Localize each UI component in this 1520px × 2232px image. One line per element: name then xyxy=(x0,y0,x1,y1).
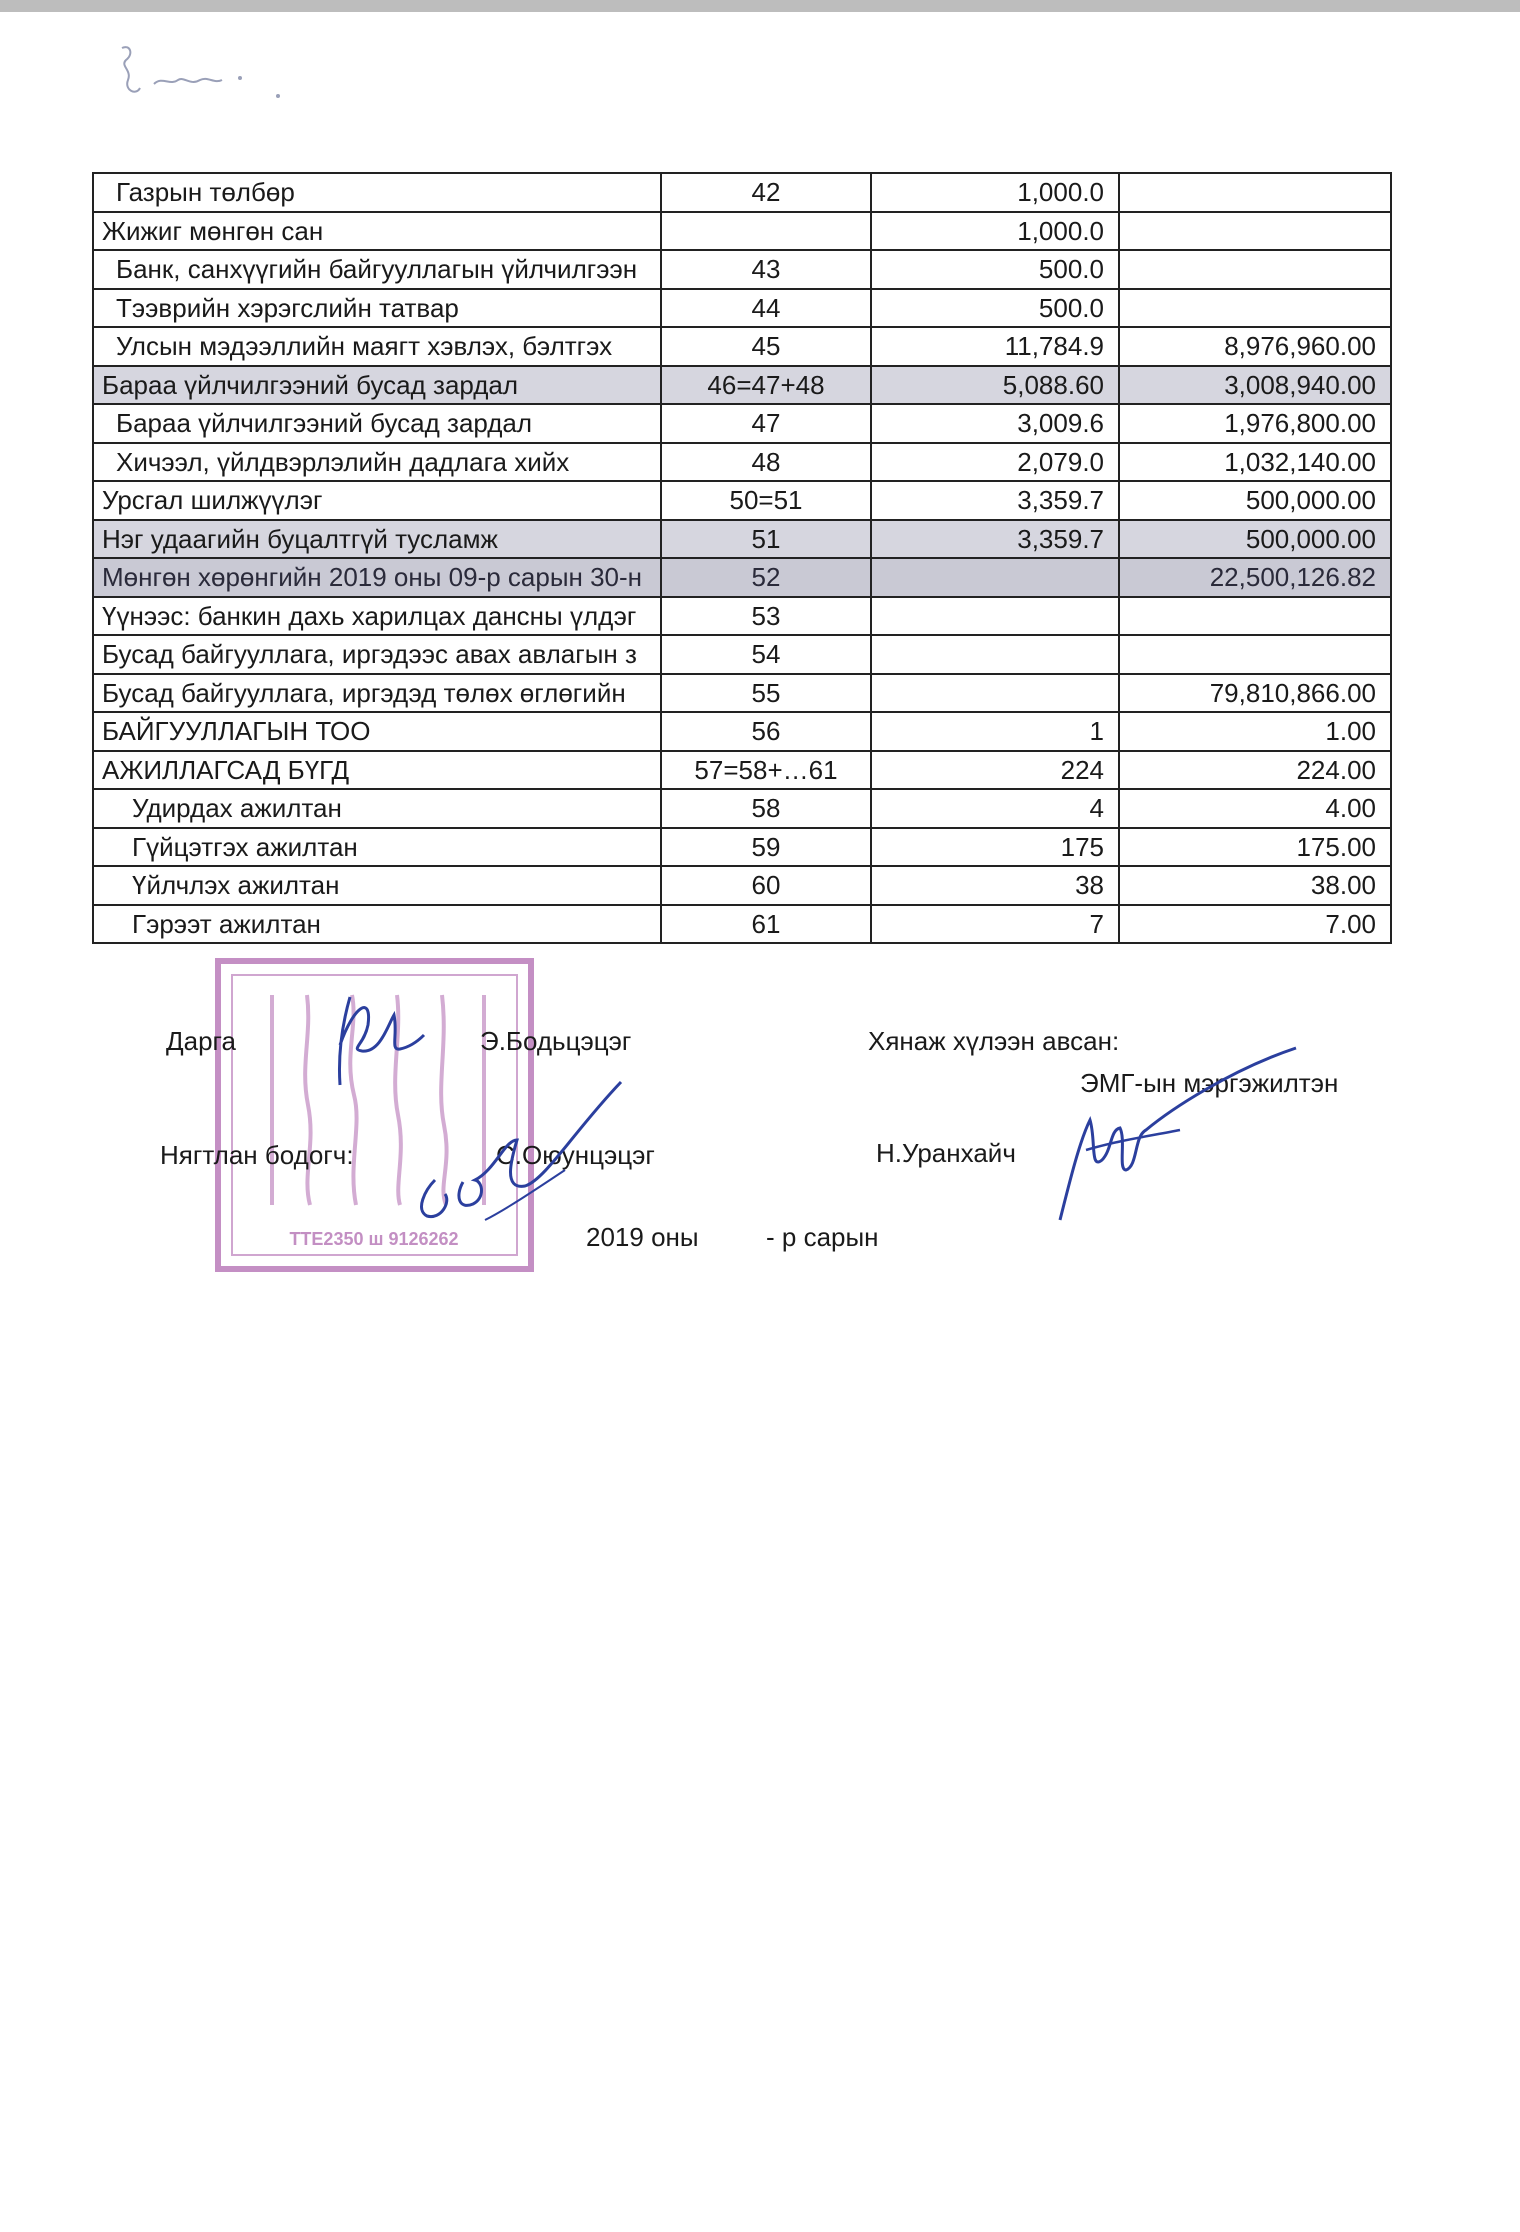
table-row xyxy=(93,674,1391,713)
row-value-2-cell: 7.00 xyxy=(1119,905,1391,944)
table-row xyxy=(93,443,1391,482)
table-row xyxy=(93,173,1391,212)
row-value-1-cell: 1,000.0 xyxy=(871,173,1119,212)
table-row xyxy=(93,327,1391,366)
accountant-name: С.Оюунцэцэг xyxy=(496,1140,655,1170)
row-name-cell: Нэг удаагийн буцалтгүй тусламж xyxy=(93,520,661,559)
table-row xyxy=(93,366,1391,405)
row-code-cell: 50=51 xyxy=(661,481,871,520)
row-code-cell: 56 xyxy=(661,712,871,751)
row-name-cell: Бусад байгууллага, иргэдэд төлөх өглөгийн xyxy=(93,674,661,713)
row-name-cell: Удирдах ажилтан xyxy=(93,789,661,828)
row-code-cell: 44 xyxy=(661,289,871,328)
row-name-cell: Гүйцэтгэх ажилтан xyxy=(93,828,661,867)
table-row xyxy=(93,289,1391,328)
row-value-1-cell: 224 xyxy=(871,751,1119,790)
report-table-body xyxy=(93,173,1391,943)
row-value-1-cell: 1,000.0 xyxy=(871,212,1119,251)
row-value-2-cell: 79,810,866.00 xyxy=(1119,674,1391,713)
table-row xyxy=(93,789,1391,828)
table-row xyxy=(93,520,1391,559)
date-year: 2019 оны xyxy=(586,1222,699,1252)
row-code-cell: 59 xyxy=(661,828,871,867)
table-row xyxy=(93,597,1391,636)
row-value-2-cell: 175.00 xyxy=(1119,828,1391,867)
row-name-cell: Бусад байгууллага, иргэдээс авах авлагын з xyxy=(93,635,661,674)
row-value-1-cell: 500.0 xyxy=(871,289,1119,328)
row-value-2-cell: 1.00 xyxy=(1119,712,1391,751)
row-code-cell: 58 xyxy=(661,789,871,828)
row-value-1-cell xyxy=(871,558,1119,597)
row-code-cell: 55 xyxy=(661,674,871,713)
row-value-1-cell xyxy=(871,674,1119,713)
row-value-2-cell xyxy=(1119,289,1391,328)
date-month: - р сарын xyxy=(766,1222,879,1252)
row-code-cell: 61 xyxy=(661,905,871,944)
row-value-2-cell: 1,032,140.00 xyxy=(1119,443,1391,482)
svg-text:ТТЕ2350 ш 9126262: ТТЕ2350 ш 9126262 xyxy=(289,1229,459,1249)
row-name-cell: Банк, санхүүгийн байгууллагын үйлчилгээн xyxy=(93,250,661,289)
row-name-cell: Бараа үйлчилгээний бусад зардал xyxy=(93,366,661,405)
scan-top-edge xyxy=(0,0,1520,12)
table-row xyxy=(93,558,1391,597)
row-name-cell: Бараа үйлчилгээний бусад зардал xyxy=(93,404,661,443)
row-name-cell: Гэрээт ажилтан xyxy=(93,905,661,944)
row-value-1-cell: 2,079.0 xyxy=(871,443,1119,482)
row-name-cell: Мөнгөн хөрөнгийн 2019 оны 09-р сарын 30-н xyxy=(93,558,661,597)
row-value-1-cell xyxy=(871,597,1119,636)
handwritten-note-mark xyxy=(110,40,300,110)
accountant-title: Нягтлан бодогч: xyxy=(160,1140,354,1170)
row-value-1-cell xyxy=(871,635,1119,674)
row-value-2-cell: 8,976,960.00 xyxy=(1119,327,1391,366)
report-table xyxy=(92,172,1392,944)
director-name: Э.Бодьцэцэг xyxy=(480,1026,632,1056)
row-code-cell xyxy=(661,212,871,251)
row-value-2-cell xyxy=(1119,212,1391,251)
row-value-2-cell xyxy=(1119,173,1391,212)
row-value-2-cell: 38.00 xyxy=(1119,866,1391,905)
row-code-cell: 48 xyxy=(661,443,871,482)
row-code-cell: 57=58+…61 xyxy=(661,751,871,790)
row-value-1-cell: 7 xyxy=(871,905,1119,944)
row-value-1-cell: 3,009.6 xyxy=(871,404,1119,443)
row-name-cell: Жижиг мөнгөн сан xyxy=(93,212,661,251)
row-value-2-cell: 4.00 xyxy=(1119,789,1391,828)
row-value-1-cell: 38 xyxy=(871,866,1119,905)
row-value-1-cell: 500.0 xyxy=(871,250,1119,289)
row-value-2-cell xyxy=(1119,597,1391,636)
row-value-2-cell: 224.00 xyxy=(1119,751,1391,790)
row-value-2-cell: 500,000.00 xyxy=(1119,520,1391,559)
row-value-2-cell xyxy=(1119,250,1391,289)
table-row xyxy=(93,404,1391,443)
accountant-signature xyxy=(385,1070,625,1230)
row-code-cell: 60 xyxy=(661,866,871,905)
row-value-1-cell: 1 xyxy=(871,712,1119,751)
row-value-1-cell: 4 xyxy=(871,789,1119,828)
row-code-cell: 42 xyxy=(661,173,871,212)
row-code-cell: 45 xyxy=(661,327,871,366)
row-name-cell: БАЙГУУЛЛАГЫН ТОО xyxy=(93,712,661,751)
table-row xyxy=(93,212,1391,251)
row-code-cell: 52 xyxy=(661,558,871,597)
row-name-cell: Үүнээс: банкин дахь харилцах дансны үлдэг xyxy=(93,597,661,636)
table-row xyxy=(93,712,1391,751)
row-code-cell: 53 xyxy=(661,597,871,636)
row-code-cell: 46=47+48 xyxy=(661,366,871,405)
row-code-cell: 54 xyxy=(661,635,871,674)
table-row xyxy=(93,481,1391,520)
row-value-2-cell xyxy=(1119,635,1391,674)
director-title: Дарга xyxy=(166,1026,236,1056)
row-name-cell: Тээврийн хэрэгслийн татвар xyxy=(93,289,661,328)
row-name-cell: Газрын төлбөр xyxy=(93,173,661,212)
row-value-2-cell: 3,008,940.00 xyxy=(1119,366,1391,405)
table-row xyxy=(93,866,1391,905)
table-row xyxy=(93,751,1391,790)
row-name-cell: Улсын мэдээллийн маягт хэвлэх, бэлтгэх xyxy=(93,327,661,366)
reviewer-name: Н.Уранхайч xyxy=(876,1138,1016,1168)
row-value-1-cell: 11,784.9 xyxy=(871,327,1119,366)
row-code-cell: 51 xyxy=(661,520,871,559)
table-row xyxy=(93,905,1391,944)
table-row xyxy=(93,635,1391,674)
row-value-1-cell: 175 xyxy=(871,828,1119,867)
row-name-cell: Хичээл, үйлдвэрлэлийн дадлага хийх xyxy=(93,443,661,482)
row-value-1-cell: 3,359.7 xyxy=(871,481,1119,520)
row-value-1-cell: 5,088.60 xyxy=(871,366,1119,405)
row-value-2-cell: 500,000.00 xyxy=(1119,481,1391,520)
table-row xyxy=(93,250,1391,289)
row-value-2-cell: 22,500,126.82 xyxy=(1119,558,1391,597)
row-name-cell: Үйлчлэх ажилтан xyxy=(93,866,661,905)
reviewed-label: Хянаж хүлээн авсан: xyxy=(868,1026,1120,1056)
row-value-1-cell: 3,359.7 xyxy=(871,520,1119,559)
table-row xyxy=(93,828,1391,867)
row-code-cell: 47 xyxy=(661,404,871,443)
row-value-2-cell: 1,976,800.00 xyxy=(1119,404,1391,443)
row-code-cell: 43 xyxy=(661,250,871,289)
row-name-cell: Урсгал шилжүүлэг xyxy=(93,481,661,520)
reviewer-signature xyxy=(1050,1040,1300,1230)
reviewer-title: ЭМГ-ын мэргэжилтэн xyxy=(1080,1068,1339,1098)
row-name-cell: АЖИЛЛАГСАД БҮГД xyxy=(93,751,661,790)
